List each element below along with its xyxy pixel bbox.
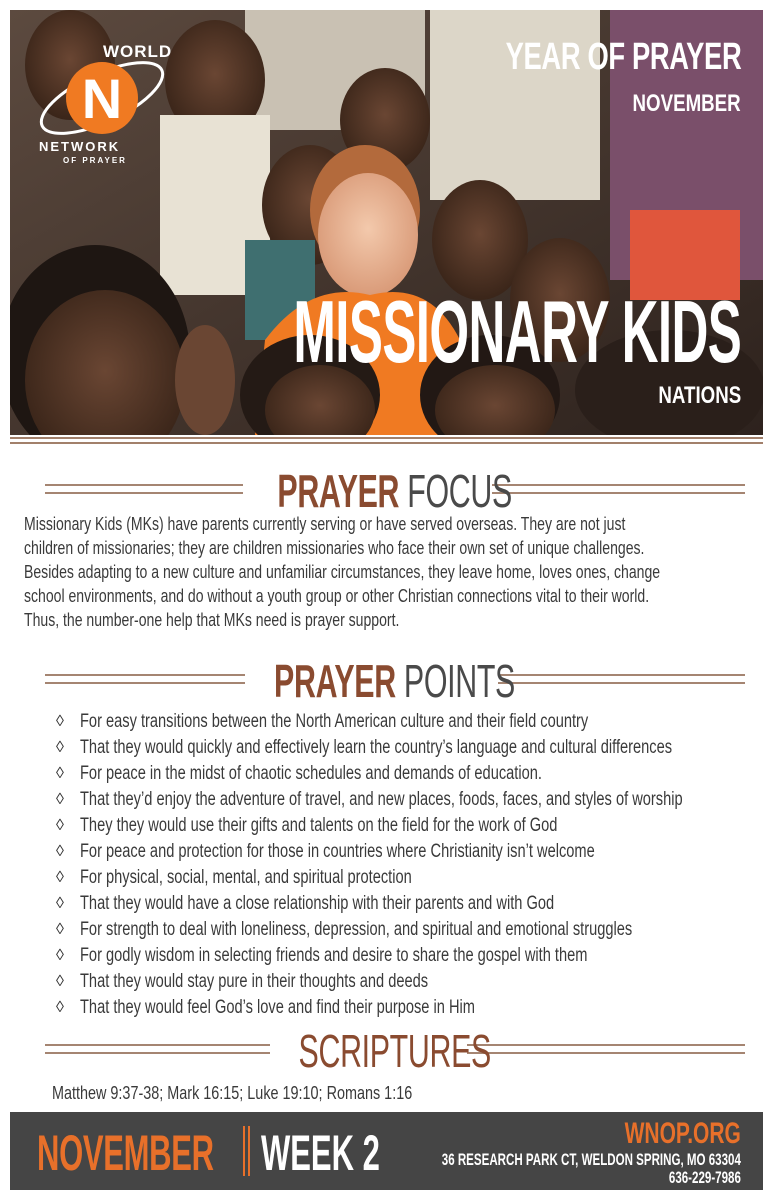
list-item: ◊ For godly wisdom in selecting friends and desire to share the gospel with them [52, 943, 752, 969]
prayer-points-heading [45, 655, 745, 707]
category-label: NATIONS [658, 382, 741, 409]
diamond-bullet-icon: ◊ [56, 973, 64, 990]
list-item: ◊ That they would have a close relationship with their parents and with God [52, 891, 752, 917]
hero-photo-banner [10, 10, 763, 435]
logo-letter: N [81, 67, 123, 130]
diamond-bullet-icon: ◊ [56, 765, 64, 782]
list-item: ◊ For peace and protection for those in countries where Christianity isn’t welcome [52, 839, 752, 865]
focus-line: school environments, and do without a youth group or other Christian connections vital to their world. [24, 586, 650, 606]
diamond-bullet-icon: ◊ [56, 947, 64, 964]
focus-line: children of missionaries; they are children missionaries who face their own set of unique challenges. [24, 538, 645, 558]
diamond-bullet-icon: ◊ [56, 817, 64, 834]
website-link[interactable]: WNOP.ORG [624, 1117, 741, 1150]
focus-line: Missionary Kids (MKs) have parents currently serving or have served overseas. They are not just [24, 514, 626, 534]
wnop-logo [35, 30, 173, 170]
list-item: ◊ That they would quickly and effectively learn the country’s language and cultural differences [52, 735, 752, 761]
diamond-bullet-icon: ◊ [56, 713, 64, 730]
diamond-bullet-icon: ◊ [56, 791, 64, 808]
list-item: ◊ They they would use their gifts and talents on the field for the work of God [52, 813, 752, 839]
focus-line: Thus, the number-one help that MKs need is prayer support. [24, 610, 400, 630]
footer-month: NOVEMBER [37, 1125, 214, 1181]
scripture-references: Matthew 9:37-38; Mark 16:15; Luke 19:10; Romans 1:16 [52, 1083, 413, 1103]
focus-line: Besides adapting to a new culture and unfamiliar circumstances, they leave home, loves ones, change [24, 562, 661, 582]
diamond-bullet-icon: ◊ [56, 869, 64, 886]
phone-number: 636-229-7986 [669, 1168, 741, 1187]
list-item: ◊ That they’d enjoy the adventure of travel, and new places, foods, faces, and styles of worship [52, 787, 752, 813]
prayer-points-list [52, 709, 752, 1021]
footer-week: WEEK 2 [261, 1125, 380, 1181]
list-item: ◊ That they would stay pure in their thoughts and deeds [52, 969, 752, 995]
logo-word-of-prayer: OF PRAYER [63, 156, 127, 165]
list-item: ◊ That they would feel God’s love and find their purpose in Him [52, 995, 752, 1021]
footer-contact [301, 1118, 741, 1187]
mailing-address: 36 RESEARCH PARK CT, WELDON SPRING, MO 63304 [441, 1150, 741, 1169]
footer-divider [243, 1126, 250, 1176]
list-item: ◊ For physical, social, mental, and spiritual protection [52, 865, 752, 891]
heading-accent: SCRIPTURES [298, 1025, 492, 1077]
diamond-bullet-icon: ◊ [56, 843, 64, 860]
prayer-focus-heading [45, 465, 745, 517]
page-title: MISSIONARY KIDS [293, 282, 741, 381]
list-item: ◊ For peace in the midst of chaotic schedules and demands of education. [52, 761, 752, 787]
prayer-focus-text [24, 512, 770, 632]
heading-rest: POINTS [404, 655, 516, 707]
logo-word-world: WORLD [103, 42, 173, 61]
scriptures-heading [45, 1025, 745, 1077]
list-item: ◊ For strength to deal with loneliness, depression, and spiritual and emotional struggles [52, 917, 752, 943]
diamond-bullet-icon: ◊ [56, 999, 64, 1016]
hero-month: NOVEMBER [632, 90, 741, 117]
year-of-prayer-label: YEAR OF PRAYER [505, 36, 741, 78]
heading-rest: FOCUS [407, 465, 513, 517]
hero-divider [10, 437, 763, 447]
diamond-bullet-icon: ◊ [56, 895, 64, 912]
diamond-bullet-icon: ◊ [56, 739, 64, 756]
heading-accent: PRAYER [277, 465, 400, 517]
diamond-bullet-icon: ◊ [56, 921, 64, 938]
list-item: ◊ For easy transitions between the North American culture and their field country [52, 709, 752, 735]
footer-bar [10, 1112, 763, 1190]
logo-word-network: NETWORK [39, 139, 121, 154]
heading-accent: PRAYER [274, 655, 397, 707]
